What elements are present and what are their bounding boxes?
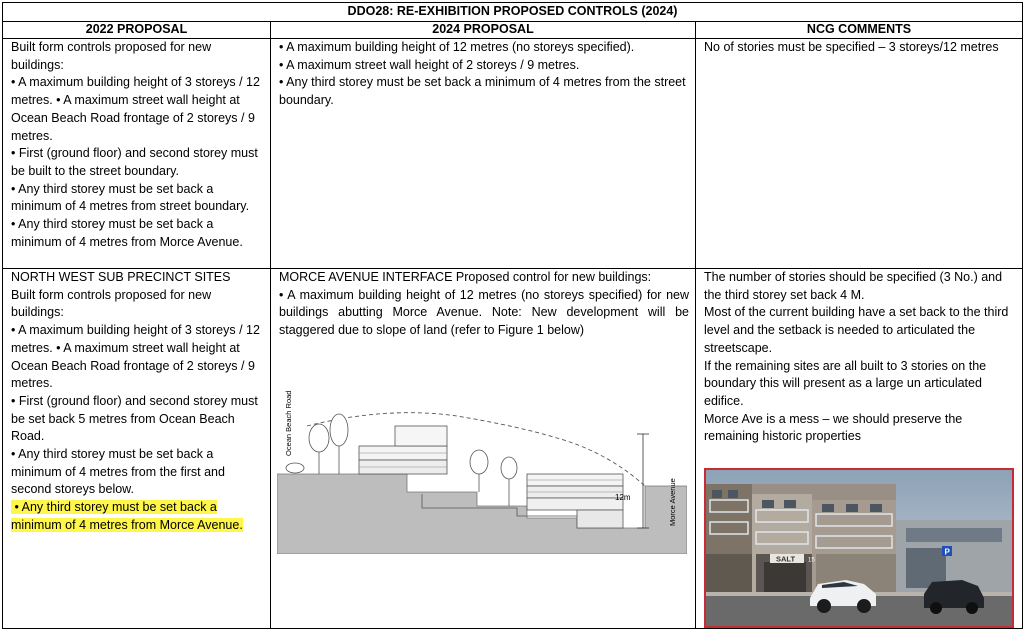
row1-2024-line: • Any third storey must be set back a minimum of 4 metres from the street boundary. — [279, 75, 686, 108]
row1-2024-line: • A maximum building height of 12 metres (no storeys specified). — [279, 40, 635, 54]
row2-2022-line: • First (ground floor) and second storey must be set back 5 metres from Ocean Beach Road. — [11, 393, 258, 444]
column-header-2024: 2024 PROPOSAL — [271, 22, 696, 39]
row2-2022-highlight-line: • Any third storey must be set back a minimum of 4 metres from Morce Avenue. — [11, 500, 243, 532]
section-sketch-figure — [277, 376, 687, 554]
row2-2024-line: • A maximum building height of 12 metres (no storeys specified) for new buildings abutting Morce Avenue. Note: New development will be staggered due to slope of land (refer to Figure 1 below) — [279, 287, 689, 338]
table-title: DDO28: RE-EXHIBITION PROPOSED CONTROLS (2024) — [3, 3, 1023, 22]
row1-2022-cell — [3, 39, 271, 269]
row2-2022-line: NORTH WEST SUB PRECINCT SITES — [11, 270, 231, 284]
row1-2022-line: • First (ground floor) and second storey must be built to the street boundary. — [11, 146, 258, 178]
row2-2024-cell — [271, 269, 696, 629]
row1-2024-cell — [271, 39, 696, 269]
sketch-ocean-beach-road-label: Ocean Beach Road — [284, 390, 293, 456]
highlighted-text: Any third storey must be set back a minimum of 4 metres from Morce Avenue. — [11, 500, 243, 532]
photo-parking-sign: P — [944, 547, 950, 557]
row2-2022-line: • Any third storey must be set back a minimum of 4 metres from the first and second storeys below. — [11, 447, 225, 497]
row2-comment-line: If the remaining sites are all built to 3 stories on the boundary this will present as a large un articulated edifice. — [704, 358, 987, 408]
column-header-2022: 2022 PROPOSAL — [3, 22, 271, 39]
row1-2022-line: Built form controls proposed for new buildings: — [11, 40, 212, 72]
sketch-building-upper — [359, 426, 447, 474]
row2-comment-line: The number of stories should be specified (3 No.) and the third storey set back 4 M. — [704, 270, 1003, 302]
row1-2022-line: • A maximum building height of 3 storeys / 12 metres. • A maximum street wall height at Ocean Beach Road frontage of 2 storeys / 9 metres. — [11, 75, 260, 143]
street-photo-image — [706, 470, 1012, 626]
street-photo — [704, 468, 1014, 628]
row2-comment-line: Morce Ave is a mess – we should preserve the remaining historic properties — [704, 411, 963, 444]
row1-comment-line: No of stories must be specified – 3 storeys/12 metres — [704, 40, 999, 54]
photo-street-number: 15 — [808, 557, 815, 564]
row2-2024-line: MORCE AVENUE INTERFACE Proposed control for new buildings: — [279, 270, 652, 284]
sketch-ground — [277, 474, 687, 554]
sketch-morce-avenue-label: Morce Avenue — [668, 478, 677, 526]
row1-comments-cell — [696, 39, 1023, 269]
photo-salt-sign: SALT — [776, 554, 796, 564]
row1-2022-line: • Any third storey must be set back a minimum of 4 metres from street boundary. — [11, 181, 250, 214]
row2-2022-cell — [3, 269, 271, 629]
row2-2022-line: Built form controls proposed for new buildings: — [11, 287, 212, 320]
row1-2024-line: • A maximum street wall height of 2 storeys / 9 metres. — [279, 57, 580, 72]
row2-2022-line: • A maximum building height of 3 storeys / 12 metres. • A maximum street wall height at Ocean Beach Road frontage of 2 storeys / 9 metres. — [11, 323, 260, 391]
row2-comment-line: Most of the current building have a set back to the third level and the setback is needed to articulated the streetscape. — [704, 305, 1009, 355]
sketch-height-label: 12m — [615, 492, 631, 502]
column-header-comments: NCG COMMENTS — [696, 22, 1023, 39]
row2-comments-cell — [696, 269, 1023, 629]
controls-table — [2, 2, 1023, 629]
row1-2022-line: • Any third storey must be set back a minimum of 4 metres from Morce Avenue. — [11, 217, 243, 249]
